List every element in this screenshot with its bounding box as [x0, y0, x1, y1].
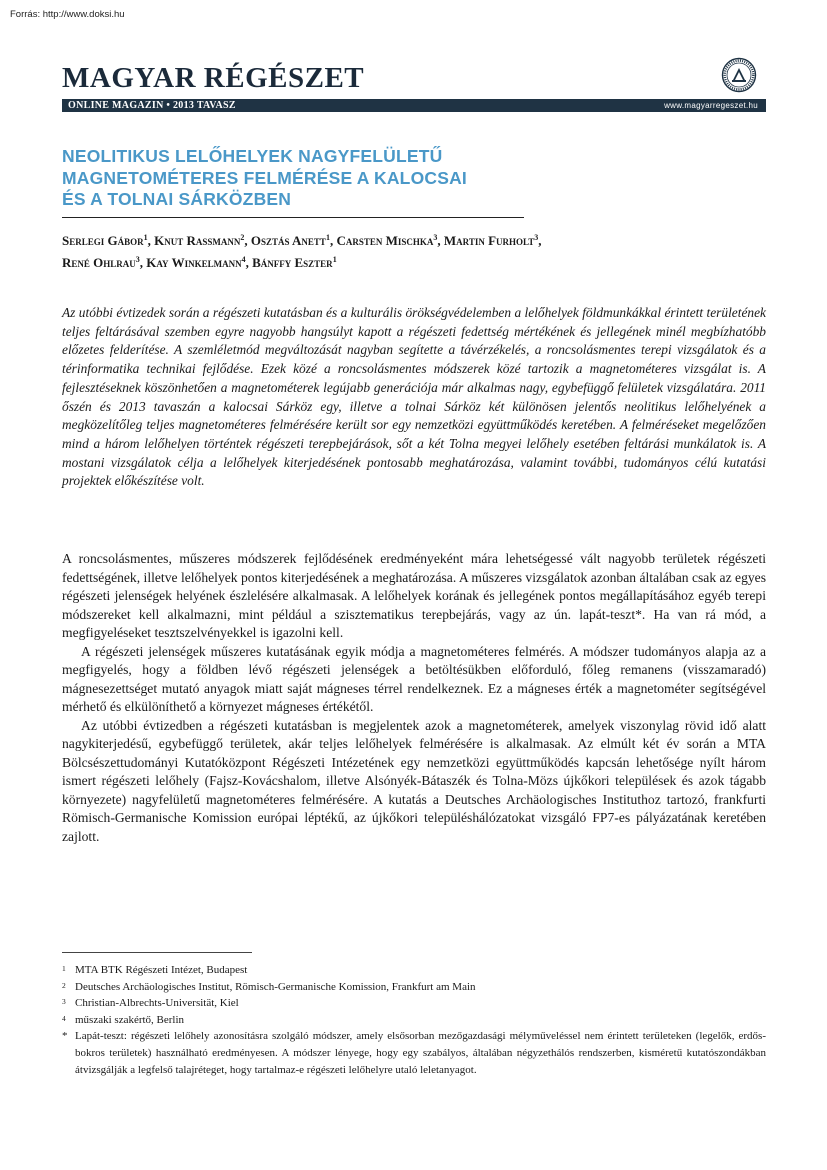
author-affiliation: 1: [143, 233, 148, 242]
author-affiliation: 1: [325, 233, 330, 242]
footnote: [62, 979, 766, 996]
footnote: [62, 1012, 766, 1029]
author-name: René Ohlrau: [62, 255, 136, 270]
author-affiliation: 3: [135, 255, 140, 264]
author-affiliation: 3: [534, 233, 539, 242]
body-paragraph: Az utóbbi évtizedben a régészeti kutatásban is megjelentek azok a magnetométerek, amelyek viszonylag rövid idő alatt nagykiterjedésű, egybefüggő területek, akár teljes lelőhelyek felmérésére is alkalmasak. Az elmúlt két év során a MTA Bölcsészettudományi Kutatóközpont Régészeti Intézetének egy nemzetközi együttműködés kapcsán lehetősége nyílt három ismert régészeti lelőhely (Fajsz-Kovácshalom, illetve Alsónyék-Bátaszék és Tolna-Mözs újkőkori települések és azok tágabb környezete) nagyfelületű magnetométeres felmérésére. A kutatás a Deutsches Archäologisches Instituthoz tartozó, frankfurti Römisch-Germanische Komission európai léptékű, az újkőkori településhálózatokat vizsgáló FP7-es pályázatának keretében zajlott.: [62, 717, 766, 844]
footnote: [62, 1028, 766, 1078]
author-name: Bánffy Eszter: [252, 255, 333, 270]
website-url: www.magyarregeszet.hu: [664, 101, 758, 110]
masthead-bar: [62, 99, 766, 112]
author-name: Martin Furholt: [443, 233, 535, 248]
magazine-title: MAGYAR RÉGÉSZET: [62, 62, 365, 94]
author-affiliation: 2: [240, 233, 245, 242]
issue-label: ONLINE MAGAZIN • 2013 TAVASZ: [68, 100, 236, 111]
footnote: [62, 995, 766, 1012]
title-divider: [62, 217, 524, 218]
author-line: René Ohlrau$^3$, Kay Winkelmann$^4$, Bánffy Eszter$^1$: [62, 255, 337, 270]
footnote-text: Deutsches Archäologisches Institut, Römisch-Germanische Komission, Frankfurt am Main: [75, 980, 476, 993]
footnotes: [62, 962, 766, 1078]
footnote-mark: 4: [62, 1013, 66, 1023]
footnote: [62, 962, 766, 979]
footnote-mark: 2: [62, 980, 66, 990]
author-name: Knut Rassmann: [154, 233, 241, 248]
footnote-mark: 3: [62, 997, 66, 1007]
author-line: Serlegi Gábor$^1$, Knut Rassmann$^2$, Osztás Anett$^1$, Carsten Mischka$^3$, Martin Furholt$^3$,: [62, 233, 542, 248]
title-line: NEOLITIKUS LELŐHELYEK NAGYFELÜLETŰ: [62, 146, 443, 166]
title-line: MAGNETOMÉTERES FELMÉRÉSE A KALOCSAI: [62, 167, 467, 188]
author-list: [62, 230, 762, 274]
article-title: [62, 146, 532, 211]
author-affiliation: 4: [241, 255, 246, 264]
footnote-text: Christian-Albrechts-Universität, Kiel: [75, 997, 239, 1010]
author-name: Osztás Anett: [250, 233, 326, 248]
footnote-text: MTA BTK Régészeti Intézet, Budapest: [75, 964, 248, 976]
footnote-mark: *: [62, 1030, 68, 1043]
author-name: Kay Winkelmann: [146, 255, 242, 270]
title-line: ÉS A TOLNAI SÁRKÖZBEN: [62, 189, 292, 209]
source-label: Forrás: http://www.doksi.hu: [10, 9, 125, 20]
abstract: Az utóbbi évtizedek során a régészeti kutatásban és a kulturális örökségvédelemben a lelőhelyek földmunkákkal érintett területének teljes feltárásával szemben egyre nagyobb hangsúlyt kapott a régészeti fedettség mértékének és jellegének minél megbízhatóbb előzetes felderítése. A szemléletmód megváltozását nagyban segítette a távérzékelés, a roncsolásmentes terepi vizsgálatok és a térinformatika technikai fejlődése. Ezek közé a roncsolásmentes módszerek közé tartozik a magnetométeres vizsgálat is. A fejlesztéseknek köszönhetően a magnetométerek legújabb generációja már alkalmas nagy, egybefüggő felületek vizsgálatára. 2011 őszén és 2013 tavaszán a kalocsai Sárköz egy, illetve a tolnai Sárköz két különösen jelentős neolitikus lelőhelyének a megközelítőleg teljes magnetométeres felmérésére került sor egy nemzetközi együttműködés keretében. A felméréseket megelőzően mind a három lelőhelyen történtek régészeti terepbejárások, sőt a két Tolna megyei lelőhely esetében feltárási munkálatok is. A mostani vizsgálatok célja a lelőhelyek kiterjedésének pontosabb meghatározása, valamint további, tudományos célú kutatási projektek előkészítése volt.: [62, 305, 766, 489]
footnote-text: műszaki szakértő, Berlin: [75, 1013, 185, 1026]
author-name: Carsten Mischka: [336, 233, 434, 248]
footnote-mark: 1: [62, 964, 66, 973]
footnote-divider: [62, 952, 252, 953]
article-body: [62, 550, 766, 846]
author-name: Serlegi Gábor: [62, 233, 144, 248]
author-affiliation: 3: [433, 233, 438, 242]
society-seal-icon: [721, 57, 757, 93]
footnote-text: Lapát-teszt: régészeti lelőhely azonosításra szolgáló módszer, amely elsősorban mezőgazdasági mélyműveléssel nem érintett területeken (legelők, erdős-bokros területek) használható eredményesen. A módszer lényege, hogy egy szabályos, általában négyzethálós rendszerben, kisméretű kutatószondákban átvizsgálják a legfelső talajréteget, hogy tartalmaz-e régészeti lelőhelyre utaló leletanyagot.: [75, 1030, 766, 1076]
author-affiliation: 1: [332, 255, 337, 264]
body-paragraph: A roncsolásmentes, műszeres módszerek fejlődésének eredményeként mára lehetségessé vált nagyobb területek régészeti fedettségének, illetve lelőhelyek pontos kiterjedésének a meghatározása. A műszeres vizsgálatok azonban általában csak az egyes régészeti jelenségek helyének észlelésére alkalmasak. A lelőhelyek korának és jellegének pontos megállapításához egyéb terepi módszereket kell alkalmazni, mint például a szisztematikus terepbejárás, vagy az ún. lapát-teszt*. Ha van rá mód, a megfigyeléseket tesztszelvényekkel is igazolni kell.: [62, 551, 766, 640]
body-paragraph: A régészeti jelenségek műszeres kutatásának egyik módja a magnetométeres felmérés. A módszer tudományos alapja az a megfigyelés, hogy a földben lévő régészeti jelenségek a betöltésükben előforduló, főleg remanens (visszamaradó) mágnesezettséget mutató anyagok miatt saját mágneses térrel rendelkeznek. Ez a mágneses érték a magnetométer segítségével mérhető és elkülöníthető a környezet mágneses értékétől.: [62, 643, 766, 714]
